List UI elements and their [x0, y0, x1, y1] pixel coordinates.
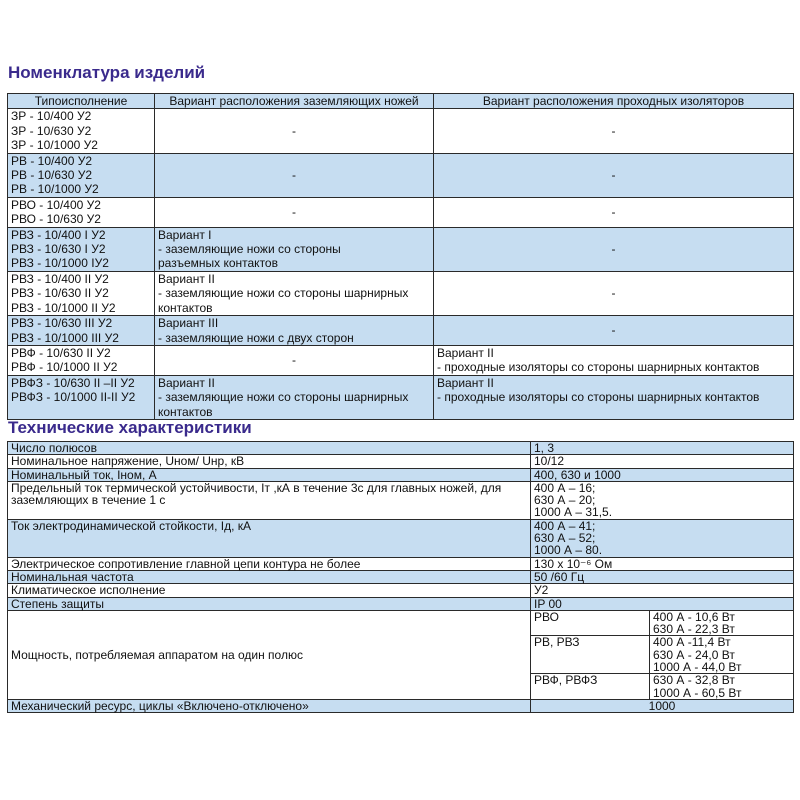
- knives-text: контактов: [158, 300, 213, 315]
- table-row: [8, 109, 794, 153]
- spec-value-text: 1, 3: [534, 441, 555, 455]
- spec-row: [8, 699, 794, 712]
- knives-text: контактов: [158, 404, 213, 419]
- type-name: РВФЗ - 10/630 II –II У2: [11, 375, 135, 390]
- knives-cell: [155, 316, 434, 346]
- type-name: ЗР - 10/400 У2: [11, 109, 92, 124]
- specs-title: Технические характеристики: [8, 418, 252, 437]
- power-group-values: [650, 636, 794, 674]
- knives-text: Вариант II: [158, 271, 215, 286]
- spec-value: [531, 597, 794, 610]
- spec-row: [8, 442, 794, 455]
- table-row: [8, 375, 794, 419]
- spec-label: [8, 570, 531, 583]
- column-header-insulators: Вариант расположения проходных изоляторов: [434, 94, 794, 109]
- type-cell: [8, 375, 155, 419]
- type-name: РВФ - 10/630 II У2: [11, 345, 111, 360]
- knives-cell: [155, 271, 434, 315]
- power-group-name: РВ, РВЗ: [531, 636, 650, 674]
- spec-value-text: 630 А – 20;: [534, 493, 596, 508]
- power-group-name: РВФ, РВФЗ: [531, 674, 650, 700]
- spec-value: [531, 519, 794, 557]
- type-name: РВЗ - 10/630 II У2: [11, 286, 109, 301]
- spec-label-text: Номинальная частота: [11, 569, 134, 584]
- spec-value: [531, 455, 794, 468]
- spec-row: [8, 597, 794, 610]
- spec-label-text: Электрическое сопротивление главной цепи контура не более: [11, 556, 361, 571]
- spec-label: [8, 597, 531, 610]
- type-name: РВЗ - 10/1000 II У2: [11, 300, 116, 315]
- knives-text: Вариант III: [158, 316, 219, 331]
- knives-text: Вариант I: [158, 227, 212, 242]
- knives-text: Вариант II: [158, 375, 215, 390]
- type-cell: [8, 109, 155, 153]
- type-name: РВЗ - 10/400 I У2: [11, 227, 106, 242]
- spec-value: [531, 570, 794, 583]
- spec-value-text: 50 /60 Гц: [534, 569, 585, 584]
- insulators-text: -: [611, 323, 616, 338]
- power-value: 1000 А - 44,0 Вт: [653, 660, 742, 675]
- insulators-cell: [434, 153, 794, 197]
- insulators-text: -: [611, 242, 616, 257]
- spec-value-text: 400 А – 41;: [534, 518, 596, 533]
- spec-value-text: 400 А – 16;: [534, 480, 596, 495]
- insulators-cell: [434, 316, 794, 346]
- type-cell: [8, 316, 155, 346]
- knives-text: -: [292, 168, 296, 183]
- insulators-cell: [434, 109, 794, 153]
- power-group-values: [650, 674, 794, 700]
- type-name: РВЗ - 10/400 II У2: [11, 271, 109, 286]
- type-name: РВЗ - 10/1000 IУ2: [11, 256, 109, 271]
- type-name: РВЗ - 10/630 I У2: [11, 242, 106, 257]
- knives-text: -: [292, 353, 296, 368]
- spec-row: [8, 557, 794, 570]
- spec-label: [8, 468, 531, 481]
- spec-label: [8, 519, 531, 557]
- type-name: ЗР - 10/630 У2: [11, 123, 92, 138]
- column-header-knives: Вариант расположения заземляющих ножей: [155, 94, 434, 109]
- spec-row: [8, 519, 794, 557]
- table-row: [8, 316, 794, 346]
- insulators-text: -: [611, 286, 616, 301]
- power-value: 630 А - 22,3 Вт: [653, 622, 735, 637]
- type-name: РВЗ - 10/630 III У2: [11, 316, 113, 331]
- knives-text: разъемных контактов: [158, 256, 278, 271]
- spec-row: [8, 468, 794, 481]
- type-name: РВФЗ - 10/1000 II-II У2: [11, 390, 136, 405]
- insulators-text: -: [611, 205, 616, 220]
- insulators-text: Вариант II: [437, 375, 494, 390]
- spec-label: Механический ресурс, циклы «Включено-отключено»: [8, 699, 531, 712]
- spec-value-text: 130 x 10⁻⁶ Ом: [534, 556, 613, 571]
- type-name: ЗР - 10/1000 У2: [11, 138, 98, 153]
- type-cell: [8, 271, 155, 315]
- insulators-text: - проходные изоляторы со стороны шарнирных контактов: [437, 360, 760, 375]
- knives-text: - заземляющие ножи со стороны шарнирных: [158, 390, 409, 405]
- insulators-cell: [434, 345, 794, 375]
- table-row: [8, 153, 794, 197]
- insulators-cell: [434, 197, 794, 227]
- spec-value-text: 630 А – 52;: [534, 531, 596, 546]
- spec-value: [531, 481, 794, 519]
- spec-value-text: 400, 630 и 1000: [534, 467, 621, 482]
- spec-label-text: Номинальный ток, Iном, А: [11, 467, 157, 482]
- knives-cell: [155, 153, 434, 197]
- insulators-text: -: [611, 168, 616, 183]
- knives-text: -: [292, 123, 296, 138]
- spec-value: 1000: [531, 699, 794, 712]
- power-value: 400 А - 10,6 Вт: [653, 609, 735, 624]
- table-row: [8, 227, 794, 271]
- spec-value: [531, 442, 794, 455]
- spec-label-text: заземляющих в течение 1 с: [11, 493, 166, 508]
- specs-table: [7, 441, 794, 713]
- insulators-cell: [434, 271, 794, 315]
- spec-label: [8, 584, 531, 597]
- spec-value: [531, 557, 794, 570]
- power-value: 630 А - 24,0 Вт: [653, 647, 735, 662]
- type-cell: [8, 197, 155, 227]
- power-value: 630 А - 32,8 Вт: [653, 673, 735, 688]
- table-row: [8, 197, 794, 227]
- insulators-text: Вариант II: [437, 345, 494, 360]
- spec-value-text: 10/12: [534, 454, 565, 469]
- spec-row: [8, 584, 794, 597]
- power-value: 1000 А - 60,5 Вт: [653, 685, 742, 700]
- type-name: РВ - 10/1000 У2: [11, 182, 99, 197]
- power-group-values: [650, 610, 794, 636]
- insulators-text: - проходные изоляторы со стороны шарнирных контактов: [437, 390, 760, 405]
- spec-label-text: Степень защиты: [11, 596, 104, 611]
- nomenclature-title: Номенклатура изделий: [8, 63, 206, 82]
- spec-label-text: Ток электродинамической стойкости, Iд, кА: [11, 518, 252, 533]
- spec-row: [8, 481, 794, 519]
- spec-label-text: Номинальное напряжение, Uном/ Uнр, кВ: [11, 454, 245, 469]
- spec-value-text: IP 00: [534, 596, 562, 611]
- type-name: РВО - 10/400 У2: [11, 197, 101, 212]
- type-cell: [8, 153, 155, 197]
- spec-label: [8, 557, 531, 570]
- insulators-text: -: [611, 123, 616, 138]
- spec-label: [8, 455, 531, 468]
- type-name: РВЗ - 10/1000 III У2: [11, 330, 119, 345]
- insulators-cell: [434, 227, 794, 271]
- spec-row: [8, 570, 794, 583]
- type-name: РВФ - 10/1000 II У2: [11, 360, 118, 375]
- knives-cell: [155, 227, 434, 271]
- spec-value-text: 1000 А – 80.: [534, 543, 603, 558]
- spec-label-text: Число полюсов: [11, 441, 97, 455]
- nomenclature-table: [7, 93, 794, 420]
- power-group-name: РВО: [531, 610, 650, 636]
- type-name: РВО - 10/630 У2: [11, 212, 101, 227]
- column-header-type: Типоисполнение: [8, 94, 155, 109]
- table-row: [8, 345, 794, 375]
- knives-text: -: [292, 205, 296, 220]
- spec-row: [8, 455, 794, 468]
- type-cell: [8, 345, 155, 375]
- spec-label-text: Климатическое исполнение: [11, 583, 166, 598]
- type-name: РВ - 10/630 У2: [11, 168, 93, 183]
- knives-text: - заземляющие ножи со стороны шарнирных: [158, 286, 409, 301]
- type-cell: [8, 227, 155, 271]
- spec-value: [531, 584, 794, 597]
- knives-cell: [155, 197, 434, 227]
- spec-label: [8, 481, 531, 519]
- spec-label: [8, 442, 531, 455]
- power-label: Мощность, потребляемая аппаратом на один полюс: [8, 610, 531, 699]
- type-name: РВ - 10/400 У2: [11, 153, 93, 168]
- knives-text: - заземляющие ножи со стороны: [158, 242, 341, 257]
- spec-value-text: У2: [534, 583, 549, 598]
- power-value: 400 А -11,4 Вт: [653, 635, 731, 650]
- spec-label-text: Предельный ток термической устойчивости, Iт ,кА в течение 3с для главных ножей, для: [11, 480, 502, 495]
- knives-text: - заземляющие ножи с двух сторон: [158, 330, 354, 345]
- power-row: [8, 610, 794, 636]
- knives-cell: [155, 109, 434, 153]
- spec-value-text: 1000 А – 31,5.: [534, 505, 613, 520]
- insulators-cell: [434, 375, 794, 419]
- table-row: [8, 271, 794, 315]
- spec-value: [531, 468, 794, 481]
- knives-cell: [155, 345, 434, 375]
- knives-cell: [155, 375, 434, 419]
